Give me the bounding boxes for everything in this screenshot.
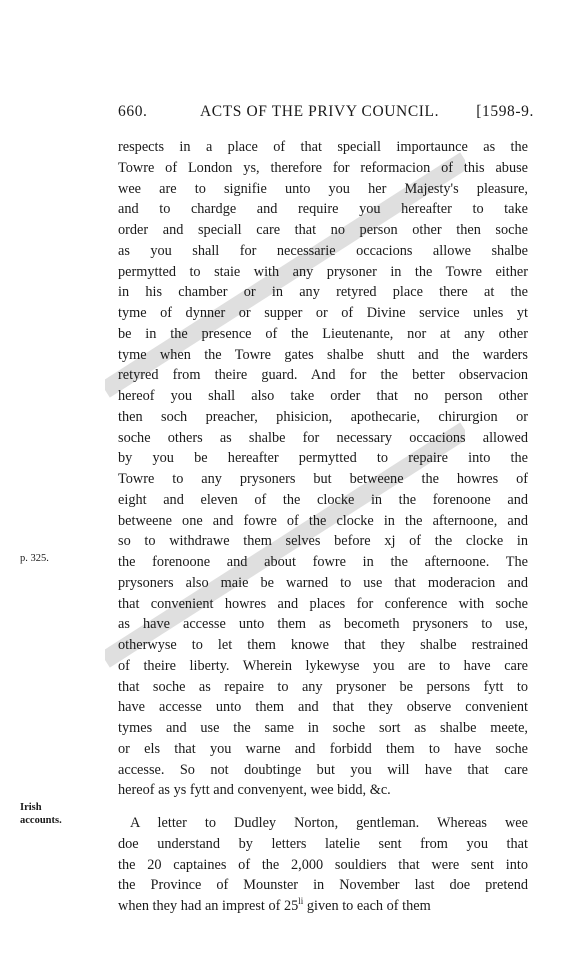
text-line: respects in a place of that speciall importaunce as the <box>118 139 528 155</box>
text-line: the 20 captaines of the 2,000 souldiers that were sent into <box>118 856 528 873</box>
pounds-superscript: li <box>298 896 304 907</box>
text-line: hereof you shall also take order that no person other <box>118 388 528 404</box>
text-line: or els that you warne and forbidd them to have soche <box>118 740 528 757</box>
text-line: tyme of dynner or supper or of Divine service unles yt <box>118 305 528 321</box>
text-line: as have accesse unto them as becometh prysoners to use, <box>118 616 528 633</box>
text-line: that soche as repaire to any prysoner be persons fytt to <box>118 678 528 695</box>
text-line: be in the presence of the Lieutenante, nor at any other <box>118 325 528 342</box>
text-line: otherwyse to let them knowe that they shalbe restrained <box>118 637 528 653</box>
text-line: eight and eleven of the clocke in the forenoone and <box>118 491 528 508</box>
margin-note-irish: Irish <box>20 802 42 813</box>
text-line: the forenoone and about fowre in the afternoone. The <box>118 554 528 570</box>
text-line: have accesse unto them and that they observe convenient <box>118 699 528 716</box>
year-range: [1598-9. <box>476 103 534 120</box>
text-line: betweene one and fowre of the clocke in the afternoone, and <box>118 512 528 529</box>
text-line: wee are to signifie unto you her Majesty's pleasure, <box>118 180 528 197</box>
text-line: tyme when the Towre gates shalbe shutt and the warders <box>118 346 528 363</box>
paragraph-2-last-line <box>118 896 528 917</box>
text-line: of theire liberty. Wherein lykewyse you are to have care <box>118 657 528 674</box>
text-line: the Province of Mounster in November last doe pretend <box>118 877 528 894</box>
text-line: Towre of London ys, therefore for reformacion of this abuse <box>118 159 528 176</box>
text-line: as you shall for necessarie occacions allowe shalbe <box>118 242 528 259</box>
text-line: A letter to Dudley Norton, gentleman. Whereas wee <box>130 815 528 831</box>
text-line: hereof as ys fytt and convenyent, wee bidd, &c. <box>118 782 391 799</box>
last-line-end: given to each of them <box>303 898 431 914</box>
paragraph-2 <box>118 813 528 896</box>
running-header <box>118 103 534 125</box>
text-line: soche others as shalbe for necessary occacions allowed <box>118 429 528 446</box>
text-line: tymes and use the same in soche sort as shalbe meete, <box>118 720 528 736</box>
text-line: then soch preacher, phisicion, apothecarie, chirurgion or <box>118 408 528 425</box>
text-line: in his chamber or in any retyred place there at the <box>118 284 528 301</box>
last-line-start: when they had an imprest of 25 <box>118 898 299 914</box>
text-line: by you be hereafter permytted to repaire into the <box>118 450 528 467</box>
text-line: permytted to staie with any prysoner in the Towre either <box>118 263 528 280</box>
text-line: retyred from theire guard. And for the better observacion <box>118 367 528 384</box>
text-line: that convenient howres and places for conference with soche <box>118 595 528 612</box>
text-line: Towre to any prysoners but betweene the howres of <box>118 471 528 487</box>
running-title: ACTS OF THE PRIVY COUNCIL. <box>200 103 440 120</box>
paragraph-1 <box>118 137 528 801</box>
text-line: doe understand by letters latelie sent from you that <box>118 835 528 852</box>
margin-note-accounts: accounts. <box>20 815 62 826</box>
text-line: and to chardge and require you hereafter to take <box>118 201 528 218</box>
page-number: 660. <box>118 103 148 120</box>
text-line: accesse. So not doubtinge but you will have that care <box>118 761 528 778</box>
text-line: order and speciall care that no person other then soche <box>118 222 528 238</box>
body-text <box>118 137 528 917</box>
margin-page-ref: p. 325. <box>20 553 49 564</box>
text-line: so to withdrawe them selves before xj of the clocke in <box>118 533 528 550</box>
text-line: prysoners also maie be warned to use that moderacion and <box>118 574 528 591</box>
